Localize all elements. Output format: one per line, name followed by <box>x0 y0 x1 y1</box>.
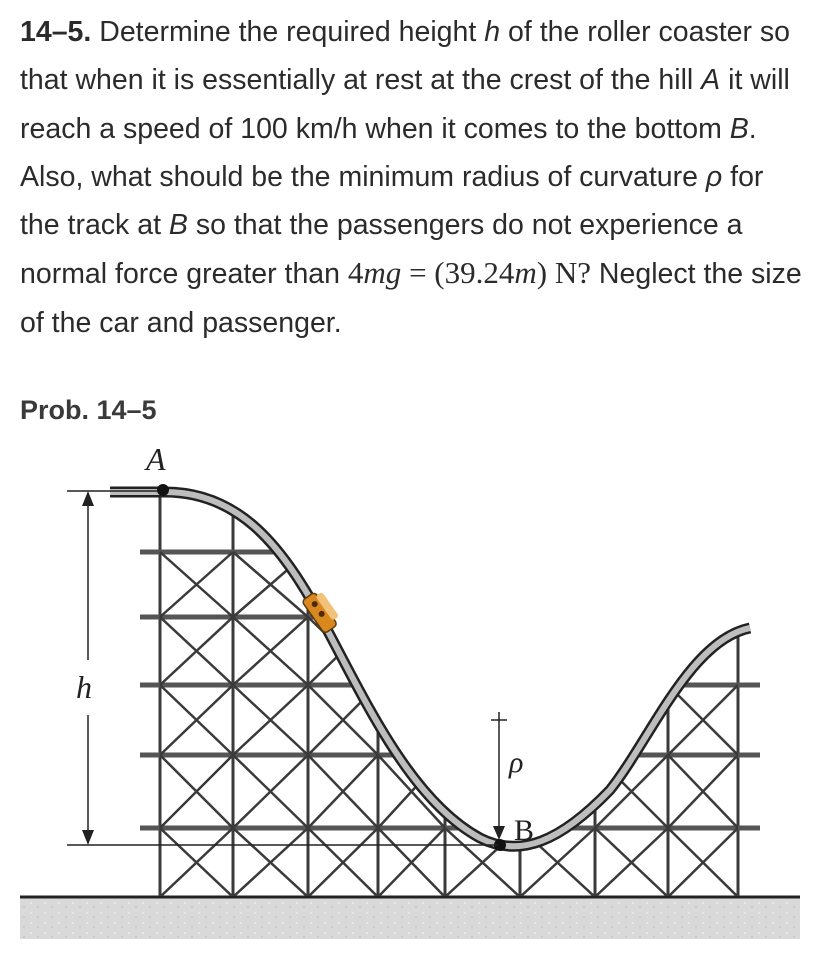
var-B-2: B <box>168 209 188 242</box>
ground <box>20 897 800 939</box>
figure-caption: Prob. 14–5 <box>20 395 157 425</box>
var-h: h <box>484 16 501 48</box>
label-B: B <box>514 814 535 847</box>
math-close: ) N? <box>536 255 591 291</box>
label-rho: ρ <box>509 746 524 779</box>
problem-text-7: Neglect the size of the car and passenger. <box>20 258 802 339</box>
support-scaffold <box>140 488 760 897</box>
math-eq: = (39.24 <box>401 255 515 291</box>
var-B: B <box>729 112 749 145</box>
problem-text-1: Determine the required height <box>91 16 485 48</box>
problem-number: 14–5. <box>20 16 92 48</box>
scaffold-ledges <box>738 685 752 828</box>
var-A: A <box>701 64 721 97</box>
rho-indicator <box>491 712 507 840</box>
problem-text-2: of the roller coaster so that when it is essentially at rest at the crest of the hill <box>20 16 790 97</box>
height-dimension <box>67 491 498 845</box>
problem-text-6: so that the passengers do not experience a normal force greater than <box>20 209 743 291</box>
label-A: A <box>146 441 166 477</box>
track <box>110 492 750 846</box>
math-mg: mg <box>363 255 402 291</box>
math-4: 4 <box>347 255 364 291</box>
problem-text-5: for the track at <box>20 160 764 242</box>
label-h: h <box>76 669 92 705</box>
problem-text-3: it will reach a speed of 100 km/h when it comes to the bottom <box>20 64 790 145</box>
point-A-dot <box>157 484 169 496</box>
problem-text-4: . Also, what should be the minimum radius of curvature <box>20 112 757 193</box>
var-rho: ρ <box>705 160 723 193</box>
math-m: m <box>514 255 537 291</box>
